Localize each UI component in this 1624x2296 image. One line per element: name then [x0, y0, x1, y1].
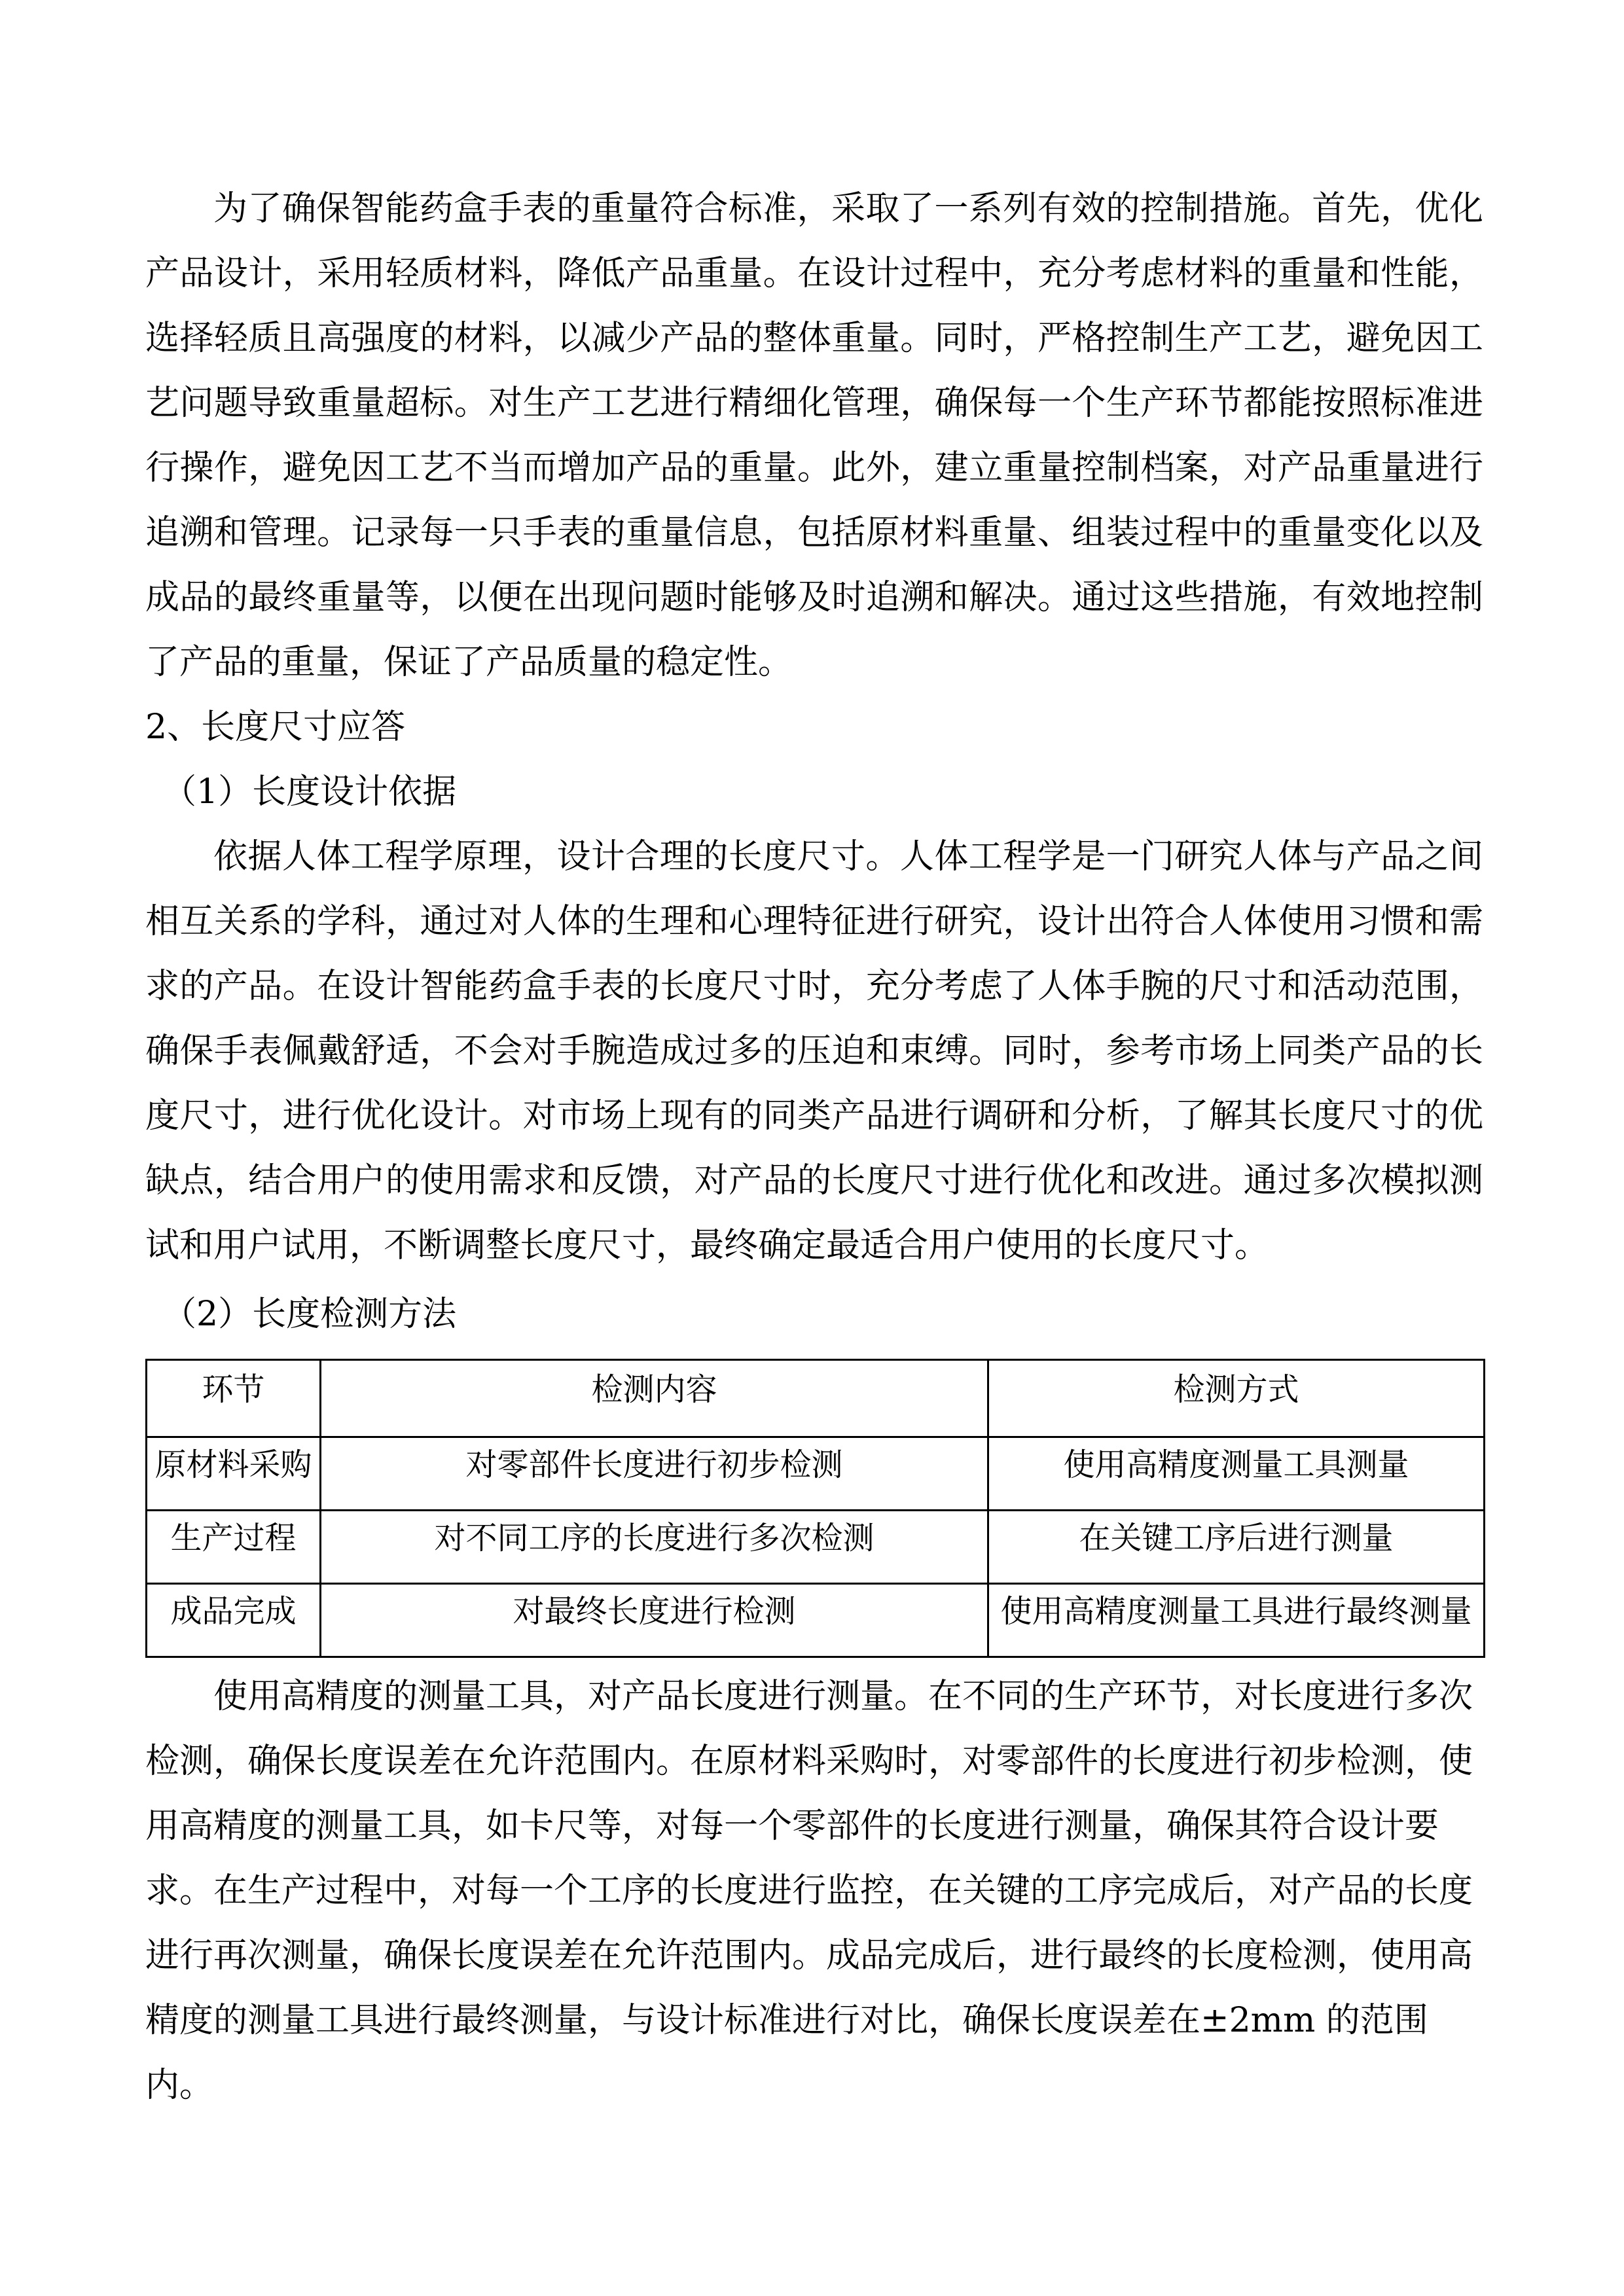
table-row [147, 1511, 1485, 1584]
table-cell-method: 使用高精度测量工具进行最终测量 [988, 1584, 1485, 1657]
table-body [147, 1437, 1485, 1657]
subsection-heading-length-design-basis: （1）长度设计依据 [162, 772, 457, 812]
table-row [147, 1584, 1485, 1657]
table-cell-stage: 生产过程 [147, 1511, 321, 1584]
length-detection-table [145, 1359, 1485, 1658]
paragraph-ergonomics: 依据人体工程学原理，设计合理的长度尺寸。人体工程学是一门研究人体与产品之间相互关系的学科，通过对人体的生理和心理特征进行研究，设计出符合人体使用习惯和需求的产品。在设计智能药盒手表的长度尺寸时，充分考虑了人体手腕的尺寸和活动范围，确保手表佩戴舒适，不会对手腕造成过多的压迫和束缚。同时，参考市场上同类产品的长度尺寸，进行优化设计。对市场上现有的同类产品进行调研和分析，了解其长度尺寸的优缺点，结合用户的使用需求和反馈，对产品的长度尺寸进行优化和改进。通过多次模拟测试和用户试用，不断调整长度尺寸，最终确定最适合用户使用的长度尺寸。 [145, 837, 1483, 1265]
table-cell-method: 使用高精度测量工具测量 [988, 1437, 1485, 1511]
table-header-cell-content: 检测内容 [321, 1360, 988, 1437]
paragraph-weight-control: 为了确保智能药盒手表的重量符合标准，采取了一系列有效的控制措施。首先，优化产品设计，采用轻质材料，降低产品重量。在设计过程中，充分考虑材料的重量和性能，选择轻质且高强度的材料，以减少产品的整体重量。同时，严格控制生产工艺，避免因工艺问题导致重量超标。对生产工艺进行精细化管理，确保每一个生产环节都能按照标准进行操作，避免因工艺不当而增加产品的重量。此外，建立重量控制档案，对产品重量进行追溯和管理。记录每一只手表的重量信息，包括原材料重量、组装过程中的重量变化以及成品的最终重量等，以便在出现问题时能够及时追溯和解决。通过这些措施，有效地控制了产品的重量，保证了产品质量的稳定性。 [145, 189, 1483, 682]
table-cell-method: 在关键工序后进行测量 [988, 1511, 1485, 1584]
table-header-row [147, 1360, 1485, 1437]
table-header-cell-stage: 环节 [147, 1360, 321, 1437]
table-cell-stage: 成品完成 [147, 1584, 321, 1657]
table-header [147, 1360, 1485, 1437]
document-body [145, 177, 1483, 2118]
table-cell-content: 对零部件长度进行初步检测 [321, 1437, 988, 1511]
table-cell-content: 对最终长度进行检测 [321, 1584, 988, 1657]
section-heading-length-dimension: 2、长度尺寸应答 [145, 708, 406, 747]
table-header-cell-method: 检测方式 [988, 1360, 1485, 1437]
table-cell-content: 对不同工序的长度进行多次检测 [321, 1511, 988, 1584]
paragraph-measurement-procedure: 使用高精度的测量工具，对产品长度进行测量。在不同的生产环节，对长度进行多次检测，确保长度误差在允许范围内。在原材料采购时，对零部件的长度进行初步检测，使用高精度的测量工具，如卡尺等，对每一个零部件的长度进行测量，确保其符合设计要求。在生产过程中，对每一个工序的长度进行监控，在关键的工序完成后，对产品的长度进行再次测量，确保长度误差在允许范围内。成品完成后，进行最终的长度检测，使用高精度的测量工具进行最终测量，与设计标准进行对比，确保长度误差在±2mm 的范围内。 [145, 1677, 1473, 2105]
table-cell-stage: 原材料采购 [147, 1437, 321, 1511]
table-row [147, 1437, 1485, 1511]
subsection-heading-length-detection-method: （2）长度检测方法 [162, 1295, 457, 1334]
